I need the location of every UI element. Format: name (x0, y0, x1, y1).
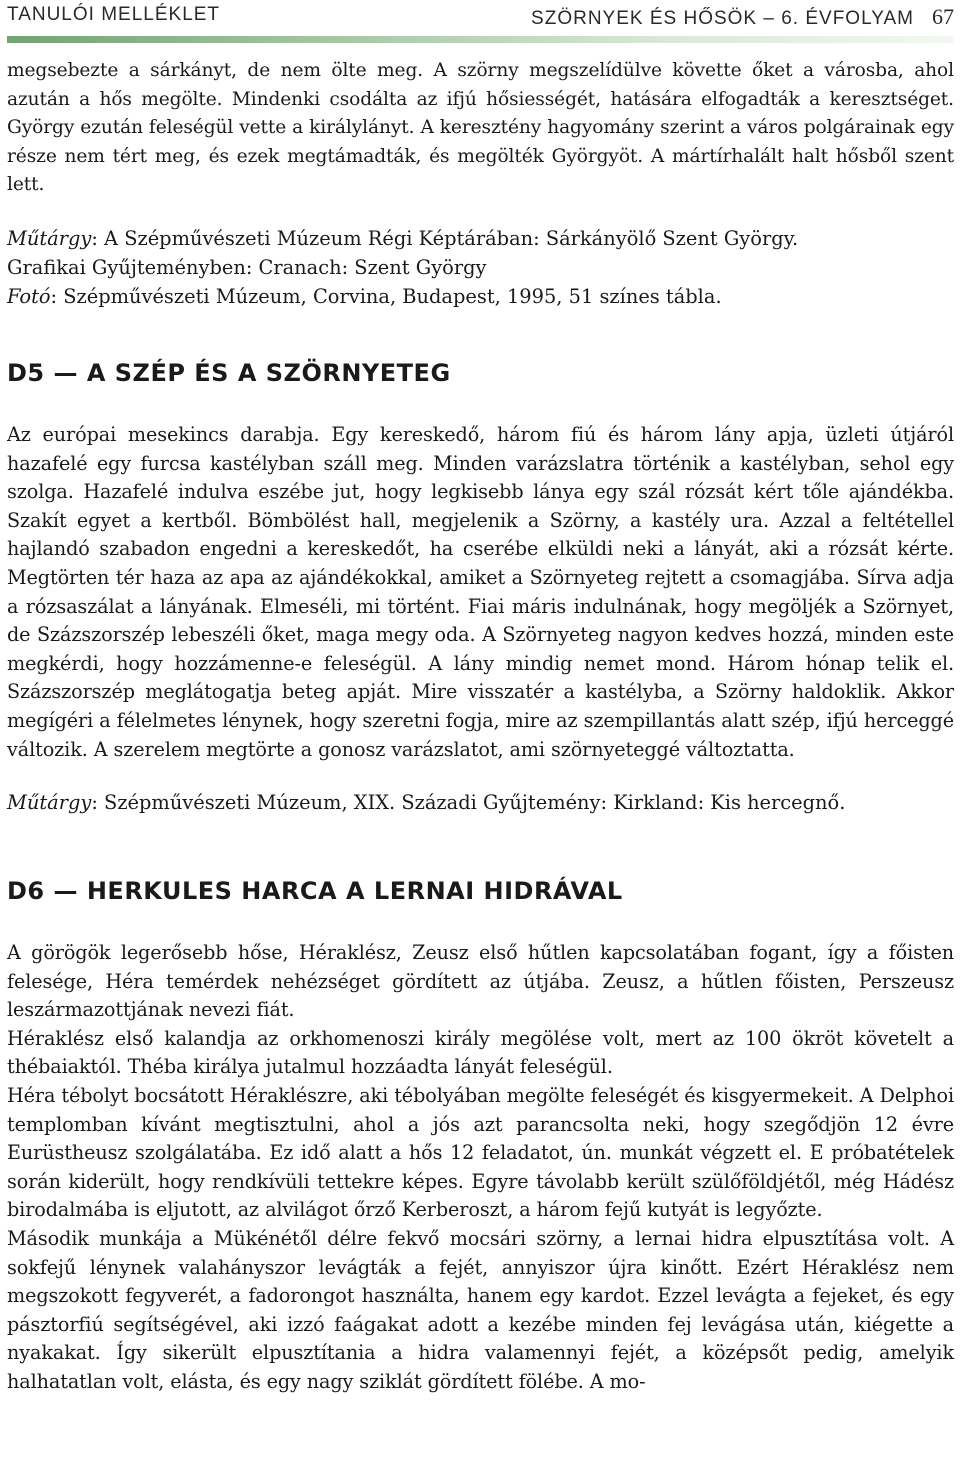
page-number: 67 (932, 4, 954, 29)
intro-paragraph: megsebezte a sárkányt, de nem ölte meg. A szörny megszelídülve követte őket a városba, ahol azután a hős megölte. Mindenki csodálta az ifjú hősiességét, hatására elfogadták a keresztséget. György ezután feleségül vette a királylányt. A keresztény hagyomány szerint a város polgárainak egy része nem tért meg, és ezek megtámadták, és megölték Györgyöt. A mártírhalált halt hősből szent lett. (7, 60, 954, 196)
header-right (531, 4, 954, 30)
artifact-label: Műtárgy (7, 226, 92, 250)
header-title: SZÖRNYEK ÉS HŐSÖK – 6. ÉVFOLYAM (531, 8, 914, 29)
intro-artifact-line (7, 224, 954, 253)
page-header (7, 0, 954, 34)
section-heading-d6: D6 — HERKULES HARCA A LERNAI HIDRÁVAL (7, 877, 623, 906)
photo-text: : Szépművészeti Múzeum, Corvina, Budapest, 1995, 51 színes tábla. (50, 284, 722, 308)
d5-artifact-text: : Szépművészeti Múzeum, XIX. Századi Gyűjtemény: Kirkland: Kis hercegnő. (91, 791, 846, 815)
section-heading-d5: D5 — A SZÉP ÉS A SZÖRNYETEG (7, 358, 451, 387)
d6-paragraph-3: Héra tébolyt bocsátott Héraklészre, aki tébolyában megölte feleségét és kisgyermekeit. A Delphoi templomban kívánt megtisztulni, ahol a jós azt parancsolta neki, hogy szegődjön 12 évre Eurüstheusz szolgálatába. Ez idő alatt a hős 12 feladatot, ún. munkát végzett el. E próbatételek során kiderült, hogy rendkívüli tettekre képes. Egyre távolabb került szülőföldjétől, még Hádész birodalmába is eljutott, az alvilágot őrző Kerberoszt, a három fejű kutyát is legyőzte. (7, 1084, 954, 1222)
page-body (7, 57, 954, 1397)
photo-label: Fotó (7, 284, 51, 308)
header-section: TANULÓI MELLÉKLET (7, 4, 221, 25)
collection-line: Grafikai Gyűjteményben: Cranach: Szent György (7, 255, 487, 279)
d6-paragraph-1: A görögök legerősebb hőse, Héraklész, Zeusz első hűtlen kapcsolatában fogant, így a főisten felesége, Héra temérdek nehézséget gördített az útjába. Zeusz, a hűtlen főisten, Perszeusz leszármazottjának nevezi fiát. (7, 941, 954, 1022)
d5-paragraph: Az európai mesekincs darabja. Egy kereskedő, három fiú és három lány apja, üzleti útjáról hazafelé egy furcsa kastélyban száll meg. Minden varázslatra történik a kastélyban, sehol egy szolga. Hazafelé indulva eszébe jut, hogy legkisebb lánya egy szál rózsát kért tőle ajándékba. Szakít egyet a kertből. Bömbölést hall, megjelenik a Szörny, a kastély ura. Azzal a feltétellel hajlandó szabadon engedni a kereskedőt, ha cserébe elküldi neki a lányát, aki a rózsát kérte. Megtörten tér haza az apa az ajándékokkal, amiket a Szörnyeteg rejtett a csomagjába. Sírva adja a rózsaszálat a lányának. Elmeséli, mi történt. Fiai máris indulnának, hogy megöljék a Szörnyet, de Százszorszép lebeszéli őket, maga megy oda. A Szörnyeteg nagyon kedves hozzá, minden este megkérdi, hogy hozzámenne-e feleségül. A lány mindig nemet mond. Három hónap telik el. Százszorszép meglátogatja beteg apját. Mire visszatér a kastélyba, a Szörny haldoklik. Akkor megígéri a félelmetes lénynek, hogy szeretni fogja, mire az szempillantás alatt szép, ifjú herceggé változik. A szerelem megtörte a gonosz varázslatot, ami szörnyeteggé változtatta. (7, 422, 954, 761)
artifact-text: : A Szépművészeti Múzeum Régi Képtárában: Sárkányölő Szent György. (91, 226, 799, 250)
d5-artifact-line (7, 788, 954, 817)
d5-artifact-label: Műtárgy (7, 791, 92, 815)
d6-paragraph-4: Második munkája a Mükénétől délre fekvő mocsári szörny, a lernai hidra elpusztítása volt. A sokfejű lénynek valahányszor levágták a fejét, annyiszor újra kinőtt. Ezért Héraklész nem megszokott fegyverét, a fadorongot használta, hanem egy kardot. Ezzel levágta a fejeket, és egy pásztorfiú segítségével, aki izzó faágakat adott a kezébe minden fej levágása után, kiégette a nyakakat. Így sikerült elpusztítania a hidra valamennyi fejét, a középsőt pedig, amelyik halhatatlan volt, elásta, és egy nagy sziklát gördített fölébe. A mo- (7, 1227, 954, 1393)
photo-line (7, 282, 954, 311)
d6-paragraph-2: Héraklész első kalandja az orkhomenoszi király megölése volt, mert az 100 ökröt követelt a thébaiaktól. Théba királya jutalmul hozzáadta lányát feleségül. (7, 1026, 954, 1079)
header-rule (7, 36, 954, 43)
